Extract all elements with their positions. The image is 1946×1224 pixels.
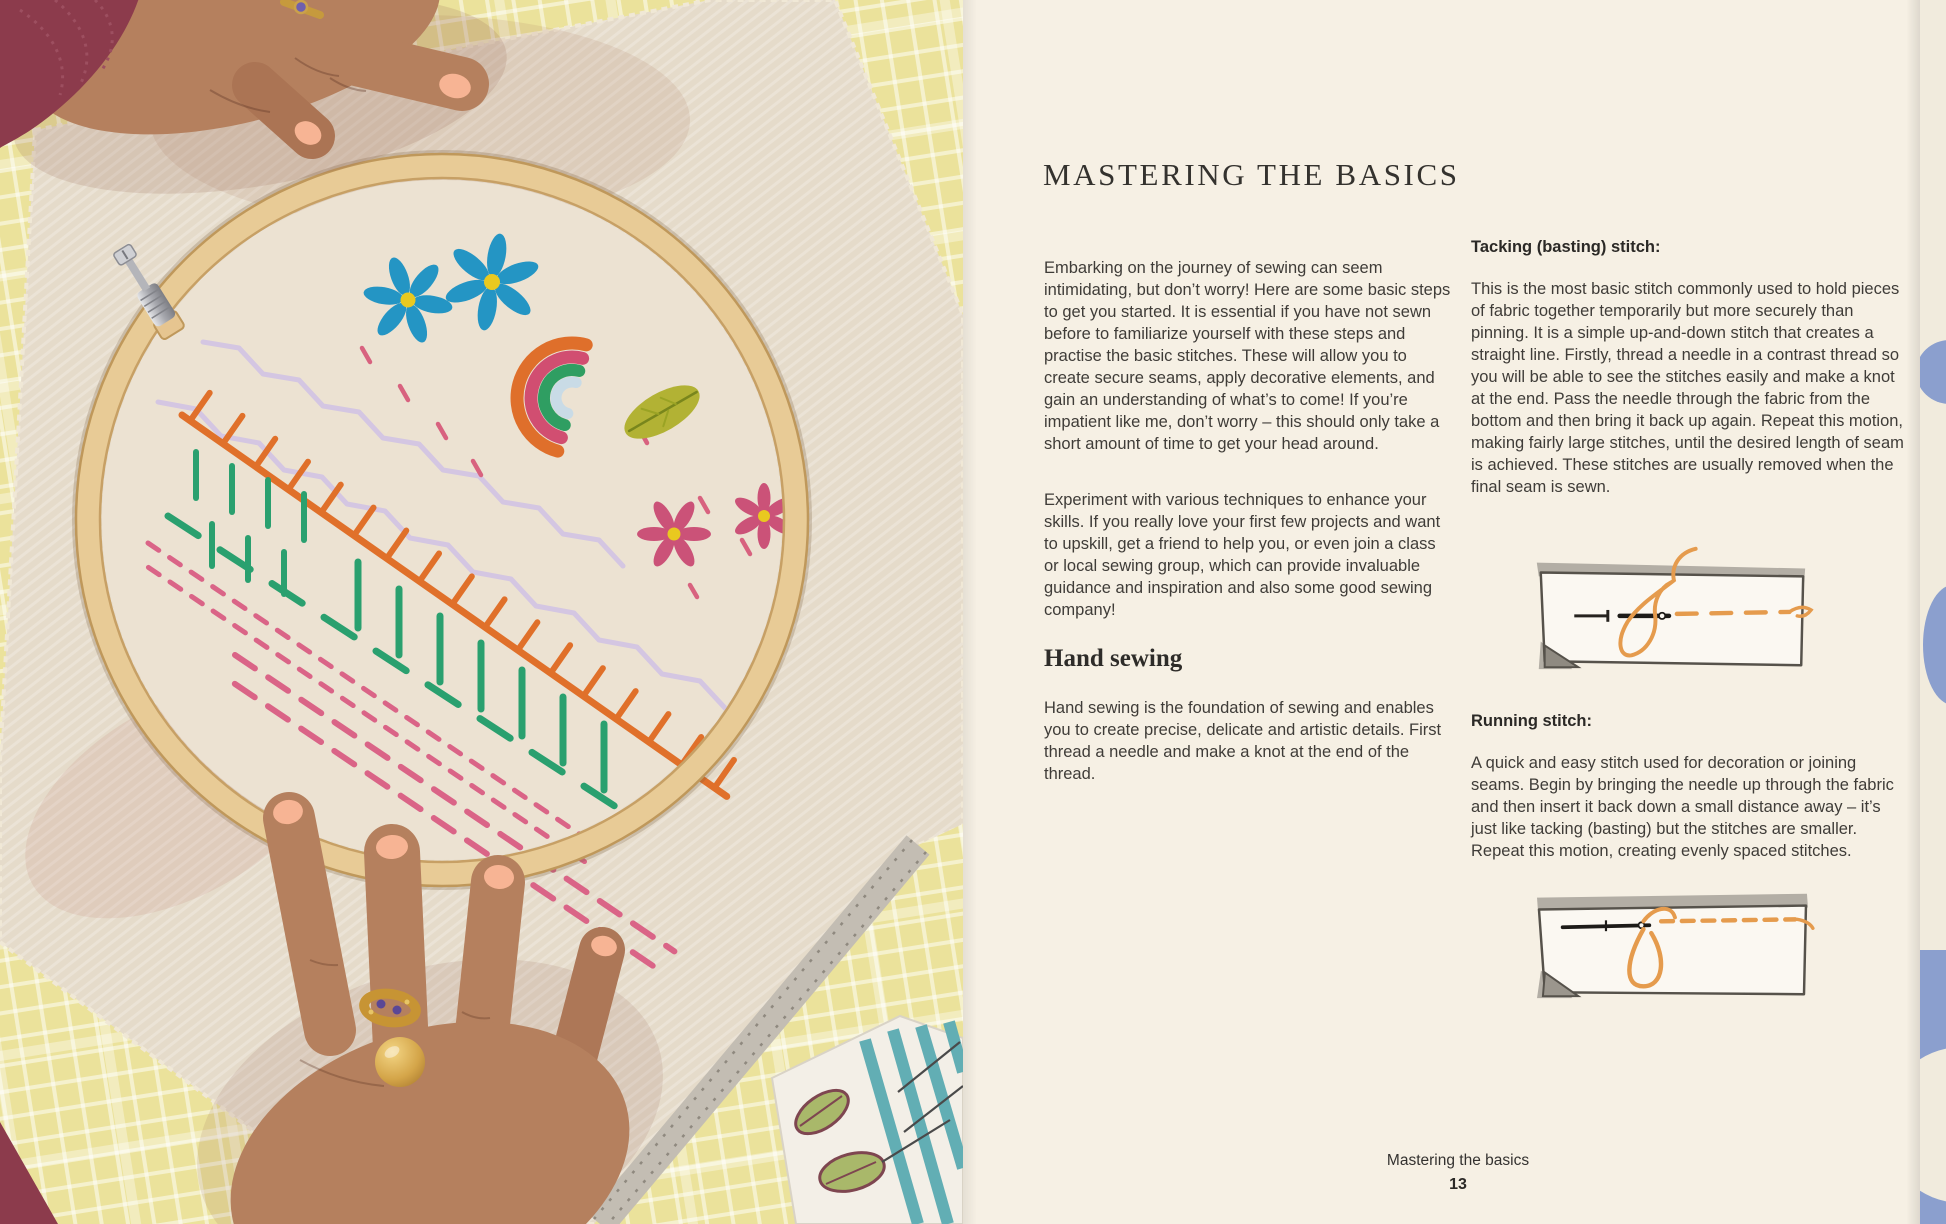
tacking-stitch-heading: Tacking (basting) stitch: (1471, 238, 1661, 256)
footer-page-number: 13 (1449, 1176, 1467, 1193)
tacking-stitch-paragraph: This is the most basic stitch commonly used to hold pieces of fabric together temporarily but more securely than pinning. It is a simple up-and-down stitch that creates a straight line. Firstly, thread a needle in a contrast thread so you will be able to see the stitches easily and make a knot at the end. Pass the needle through the fabric from the bottom and then bring it back up again. Repeat this motion, making fairly large stitches, until the desired length of seam is achieved. These stitches are usually removed when the final seam is sewn. (1471, 279, 1904, 496)
hand-sewing-heading: Hand sewing (1044, 644, 1183, 672)
running-stitch-heading: Running stitch: (1471, 712, 1592, 730)
running-stitch-diagram (1523, 876, 1819, 1009)
page-title: MASTERING THE BASICS (1043, 156, 1460, 192)
intro-paragraph-1: Embarking on the journey of sewing can seem intimidating, but don’t worry! Here are some basic steps to get you started. It is essential if you have not sewn before to familiarize yourself with these steps and practise the basic stitches. These will allow you to create secure seams, apply decorative elements, and gain an understanding of what’s to come! If you’re impatient like me, don’t worry – this should only take a short amount of time to get your head around. (1044, 258, 1451, 453)
tacking-stitch-diagram (1521, 542, 1817, 672)
photo-embroidery-hoop (0, 0, 963, 1224)
next-page-edge (1920, 0, 1946, 1224)
book-page (963, 0, 1920, 1224)
hand-sewing-paragraph: Hand sewing is the foundation of sewing and enables you to create precise, delicate and artistic details. First thread a needle and make a knot at the end of the thread. (1044, 698, 1442, 783)
intro-paragraph-2: Experiment with various techniques to enhance your skills. If you really love your first few projects and want to upskill, get a friend to help you, or even join a class or local sewing group, which can provide invaluable guidance and inspiration and also some good sewing company! (1044, 490, 1441, 619)
ring-dome (375, 1037, 425, 1087)
footer-chapter: Mastering the basics (1386, 1152, 1530, 1169)
needle (1620, 613, 1669, 619)
running-stitch-paragraph: A quick and easy stitch used for decoration or joining seams. Begin by bringing the needle up through the fabric and then insert it back down a small distance away – it’s just like tacking (basting) but the stitches are smaller. Repeat this motion, creating evenly spaced stitches. (1471, 753, 1894, 860)
